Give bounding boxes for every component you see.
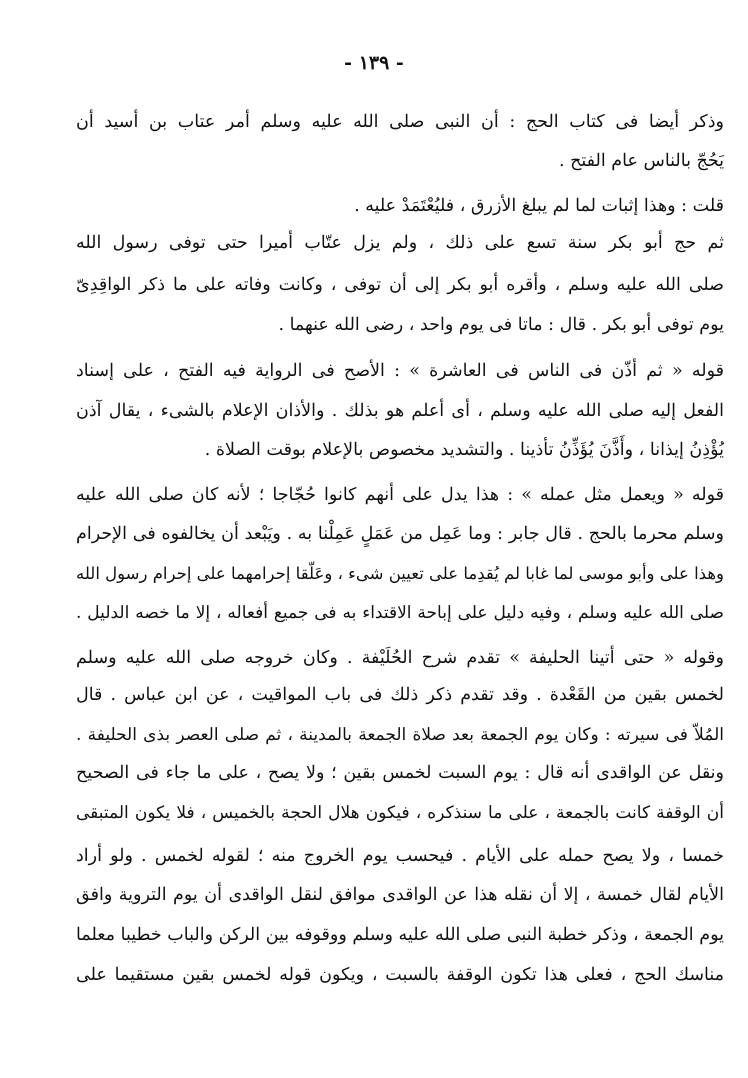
- text-line: خمسا ، ولا يصح حمله على الأيام . فيحسب يوم الخروج منه ؛ لقوله لخمس . ولو أراد: [76, 846, 724, 866]
- page-number: - ١٣٩ -: [344, 52, 404, 74]
- text-line: يوم الجمعة ، وذكر خطبة النبى صلى الله عليه وسلم ووقوفه بين الركن والباب خطيبا معلما: [76, 925, 724, 945]
- text-line: وسلم محرما بالحج . قال جابر : وما عَمِل من عَمَلٍ عَمِلْنا به . ويَبْعد أن يخالفوه فى الإحرام: [76, 524, 724, 544]
- text-line: يوم توفى أبو بكر . قال : ماتا فى يوم واحد ، رضى الله عنهما .: [278, 315, 724, 335]
- text-line: يُؤْذِنُ إيذانا ، وأَذَّنَ يُؤَذِّنُ تأذينا . والتشديد مخصوص بالإعلام بوقت الصلاة .: [204, 440, 724, 460]
- text-line: صلى الله عليه وسلم ، وفيه دليل على إباحة الاقتداء به فى جميع أفعاله ، إلا ما خصه الدليل .: [76, 603, 724, 623]
- text-line: ثم حج أبو بكر سنة تسع على ذلك ، ولم يزل عتّاب أميرا حتى توفى رسول الله: [76, 233, 724, 253]
- text-line: وذكر أيضا فى كتاب الحج : أن النبى صلى الله عليه وسلم أمر عتاب بن أسيد أن: [76, 112, 724, 132]
- text-line: وهذا على وأبو موسى لما غابا لم يُقدِما على تعيين شىء ، وعَلّقا إحرامهما على إحرام رسول الله: [76, 564, 724, 583]
- text-line: الفعل إليه صلى الله عليه وسلم ، أى أعلم هو بذلك . والأذان الإعلام بالشىء ، يقال آذن: [76, 401, 724, 421]
- text-line: وقوله « حتى أتينا الحليفة » تقدم شرح الحُلَيْفة . وكان خروجه صلى الله عليه وسلم: [76, 648, 724, 668]
- text-line: قوله « ويعمل مثل عمله » : هذا يدل على أنهم كانوا حُجّاجا ؛ لأنه كان صلى الله عليه: [76, 485, 724, 505]
- text-line: المُلاّ فى سيرته : وكان يوم الجمعة بعد صلاة الجمعة بالمدينة ، ثم صلى العصر بذى الحليفة .: [76, 725, 724, 745]
- text-line: مناسك الحج ، فعلى هذا تكون الوقفة بالسبت ، ويكون قوله لخمس بقين مستقيما على: [76, 965, 724, 985]
- text-line: قلت : وهذا إثبات لما لم يبلغ الأزرق ، فليُعْتَمَدْ عليه .: [354, 196, 724, 216]
- text-line: الأيام لقال خمسة ، إلا أن نقله هذا عن الواقدى موافق لنقل الواقدى أن يوم التروية وافق: [76, 885, 724, 905]
- text-line: لخمس بقين من القَعْدة . وقد تقدم ذكر ذلك فى باب المواقيت ، عن ابن عباس . قال: [76, 685, 724, 705]
- text-line: قوله « ثم أذّن فى الناس فى العاشرة » : الأصح فى الرواية فيه الفتح ، على إسناد: [76, 361, 724, 381]
- text-line: صلى الله عليه وسلم ، وأقره أبو بكر إلى أن توفى ، وكانت وفاته على ما ذكر الواقِدِىّ: [76, 275, 724, 295]
- text-line: أن الوقفة كانت بالجمعة ، على ما سنذكره ، فيكون هلال الحجة بالخميس ، فلا يكون المتبقى: [76, 803, 724, 823]
- text-line: ونقل عن الواقدى أنه قال : يوم السبت لخمس بقين ؛ ولا يصح ، على ما جاء فى الصحيح: [76, 763, 724, 783]
- text-line: يَحُجّ بالناس عام الفتح .: [558, 151, 724, 171]
